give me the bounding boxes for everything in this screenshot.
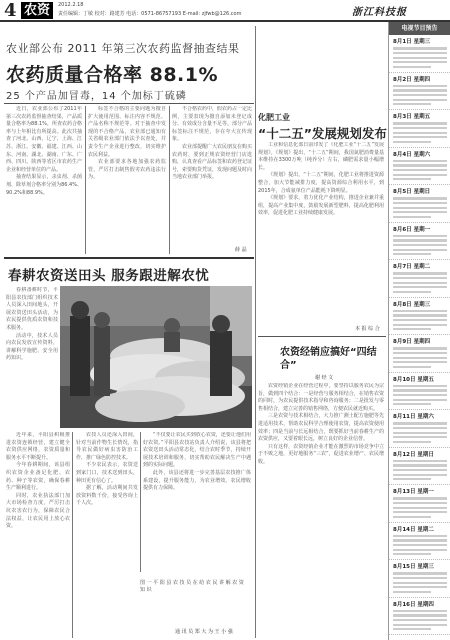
schedule-date: 8月10日 星期五: [393, 376, 434, 383]
article-b-headline: 春耕农资送田头 服务跟进解农忧: [8, 268, 210, 284]
schedule-item: [389, 373, 450, 411]
schedule-date: 8月8日 星期三: [393, 301, 431, 308]
tv-schedule-column: [388, 22, 450, 640]
column-rule: [85, 106, 86, 254]
schedule-date: 8月3日 星期五: [393, 114, 431, 120]
schedule-text-line: [393, 357, 447, 359]
sidebar-byline: 本 报 综 合: [355, 326, 380, 332]
schedule-item: [389, 485, 450, 523]
column-rule: [140, 432, 141, 572]
schedule-text-line: [393, 328, 431, 330]
schedule-text-line: [393, 52, 447, 54]
newspaper-masthead: 浙江科技报: [352, 7, 407, 18]
photo-farmers-with-fertilizer-bags: [60, 286, 252, 428]
schedule-text-line: [393, 85, 447, 87]
schedule-text-line: [393, 282, 447, 284]
schedule-text-line: [393, 460, 447, 462]
schedule-text-line: [393, 544, 447, 546]
divider: [4, 103, 254, 104]
schedule-date: 8月5日 星期日: [393, 189, 431, 195]
article-subheadline: 25 个产品加冒毒，14 个加标丁硫磷: [6, 91, 187, 102]
article-byline: 薛 晶: [235, 247, 247, 253]
schedule-text-line: [393, 582, 447, 584]
schedule-text-line: [393, 127, 447, 129]
editor-info: 责任编辑：丁敏 校对：路建芳 电话：0571-86757193 E-mail: zjfwb@126.com: [58, 11, 242, 17]
schedule-text-line: [393, 628, 431, 630]
schedule-text-line: [393, 389, 447, 391]
section-label: 农资: [21, 2, 53, 19]
article-body-col2: 标签不合格的主要问题为擅自扩大使用范围、标注内容不规范、产品名称不规范等。对于抽查中发现的不合格产品，农业部已通知有关省级农业部门依法予以查处，并责令生产企业进行整改，切实维护农民利益。 农业部要求各地加强农药监管，严厉打击制售假劣农药违法行为。: [88, 106, 166, 181]
schedule-text-line: [393, 549, 447, 551]
schedule-text-line: [393, 314, 447, 316]
schedule-text-line: [393, 436, 447, 438]
schedule-text-line: [393, 478, 431, 480]
schedule-text-line: [393, 197, 447, 199]
schedule-date: 8月16日 星期四: [393, 601, 434, 608]
schedule-text-line: [393, 211, 447, 213]
schedule-text-line: [393, 164, 447, 166]
schedule-date: 8月7日 星期二: [393, 264, 431, 270]
schedule-text-line: [393, 474, 447, 476]
schedule-text-line: [393, 244, 447, 246]
news-photo: [60, 286, 252, 428]
schedule-text-line: [393, 174, 447, 176]
schedule-text-line: [393, 89, 447, 91]
page-header: [0, 0, 450, 22]
divider: [258, 336, 386, 337]
schedule-item: [389, 148, 450, 186]
schedule-item: [389, 223, 450, 261]
schedule-text-line: [393, 432, 447, 434]
schedule-text-line: [393, 610, 447, 612]
schedule-text-line: [393, 535, 447, 537]
schedule-text-line: [393, 572, 447, 574]
schedule-text-line: [393, 277, 447, 279]
schedule-text-line: [393, 310, 447, 312]
schedule-text-line: [393, 47, 447, 49]
schedule-text-line: [393, 324, 447, 326]
article-body-col1: 近日，农业部公布了2011年第三次农药监督抽查结果，产品质量合格率为88.1%，所查农药合格率与上年相比有所提高。此次共抽查了河北、山西、辽宁、上海、江苏、浙江、安徽、福建、江西、山东、河南、湖北、湖南、广东、广西、四川、陕西等省区市农药生产企业和经营单位的产品。 抽查结果显示，杀虫剂、杀菌剂、除草剂合格率分别为86.4%、90.2%和88.9%。: [6, 106, 82, 196]
photo-caption: 图 一 平 阳 县 农 技 员 在 给 农 民 讲 解 农 资 知 识: [140, 580, 244, 593]
schedule-text-line: [393, 586, 447, 588]
schedule-text-line: [393, 99, 447, 101]
schedule-text-line: [393, 286, 447, 288]
schedule-date: 8月2日 星期四: [393, 76, 431, 83]
schedule-text-line: [393, 507, 447, 509]
schedule-text-line: [393, 366, 431, 368]
schedule-text-line: [393, 272, 447, 274]
schedule-text-line: [393, 169, 447, 171]
schedule-text-line: [393, 178, 431, 180]
schedule-text-line: [393, 122, 447, 124]
schedule-date: 8月1日 星期三: [393, 39, 431, 45]
schedule-text-line: [393, 497, 447, 499]
schedule-item: [389, 410, 450, 448]
schedule-item: [389, 598, 450, 636]
schedule-text-line: [393, 361, 447, 363]
schedule-text-line: [393, 202, 447, 204]
schedule-text-line: [393, 619, 447, 621]
schedule-date: 8月6日 星期一: [393, 226, 431, 233]
schedule-text-line: [393, 103, 431, 105]
schedule-date: 8月13日 星期一: [393, 489, 434, 495]
schedule-text-line: [393, 249, 447, 251]
schedule-item: [389, 35, 450, 73]
schedule-item: [389, 185, 450, 223]
article-b-body-col3: 农技人员还深入田间，针对当前作物生长情况，指导农民做好病虫害防治工作，推广绿色防控技术。 不少农民表示，农资送到家门口，技术送到田头，种田更有信心了。 据了解，活动期间共发放资料数千份，接受咨询上千人次。: [76, 432, 138, 507]
section-rule: [255, 26, 256, 638]
schedule-text-line: [393, 66, 431, 68]
schedule-text-line: [393, 591, 431, 593]
schedule-date: 8月4日 星期六: [393, 151, 431, 158]
article-b-body-col1: 春耕备耕时节，平阳县农技部门组织技术人员深入田间地头，开展农资送田头活动，为农民提供优质农资和技术服务。 活动中，技术人员向农民发放宣传资料，讲解科学施肥、安全用药知识。: [6, 287, 58, 362]
schedule-text-line: [393, 441, 431, 443]
sidebar2-byline: 谢 经 文: [315, 375, 334, 381]
schedule-item: [389, 298, 450, 336]
article-b-body-col2: 近年来，平阳县积极推进农资连锁经营，建立健全农资供应网络，农资质量和服务水平不断提升。 今年春耕期间，该县组织农资企业备足化肥、农药、种子等农资，确保春耕生产顺利进行。 同时，农业执法部门加大市场检查力度，严厉打击坑农害农行为，保障农民合法权益，让农民用上放心农资。: [6, 432, 70, 530]
schedule-text-line: [393, 132, 447, 134]
tv-schedule-heading: 电视节目预告: [389, 22, 450, 35]
schedule-date: 8月12日 星期日: [393, 451, 434, 458]
schedule-text-line: [393, 291, 431, 293]
schedule-text-line: [393, 614, 447, 616]
sidebar2-headline: 农资经销应搞好“四结合”: [280, 347, 377, 371]
schedule-text-line: [393, 624, 447, 626]
schedule-date: 8月14日 星期二: [393, 526, 434, 533]
schedule-text-line: [393, 141, 431, 143]
article-kicker: 农业部公布 2011 年第三次农药监督抽查结果: [6, 42, 240, 55]
schedule-text-line: [393, 352, 447, 354]
schedule-text-line: [393, 399, 447, 401]
sidebar2-body: 农资经销企业在经营过程中，要坚持以服务农民为宗旨，做到四个结合：一是经营与服务相结合，在销售农资的同时，为农民提供技术指导和咨询服务；二是批发与零售相结合，建立完善的销售网络，方便农民就近购买。 三是农资与技术相结合，大力推广测土配方施肥等先进适用技术，帮助农民科学合理使用农资，提高农资使用效率；四是当前与长远相结合，既要抓好当前春耕生产的农资供应，又要着眼长远，树立良好的企业信誉。 只有这样，农资经销企业才能在激烈的市场竞争中立于不败之地，更好地服务“三农”，促进农业增产、农民增收。: [258, 383, 384, 465]
schedule-text-line: [393, 61, 447, 63]
sidebar-headline: “十二五”发展规划发布: [258, 126, 387, 141]
issue-date: 2012.2.18: [58, 2, 84, 8]
schedule-text-line: [393, 57, 447, 59]
schedule-item: [389, 335, 450, 373]
schedule-text-line: [393, 319, 447, 321]
schedule-text-line: [393, 403, 431, 405]
column-rule: [169, 106, 170, 254]
schedule-text-line: [393, 347, 447, 349]
sidebar-kicker: 化肥工业: [258, 113, 290, 122]
schedule-text-line: [393, 253, 431, 255]
schedule-item: [389, 523, 450, 561]
schedule-text-line: [393, 577, 447, 579]
schedule-text-line: [393, 553, 431, 555]
schedule-item: [389, 73, 450, 111]
schedule-date: 8月9日 星期四: [393, 339, 431, 345]
schedule-item: [389, 110, 450, 148]
column-rule: [72, 432, 73, 638]
article-b-body-col4: “不仅要让农民买到放心农资，还要让他们用好农资。”平阳县农技站负责人介绍说，该县将把农资送田头活动常态化，结合农时季节，持续开展技术培训和服务，切实帮助农民解决生产中遇到的实际问题。 此外，该县还将进一步完善基层农技推广体系建设，提升服务能力，为农业增效、农民增收提供有力保障。: [143, 432, 251, 492]
article-b-byline: 通 讯 员 郑 大 为 王 小 强: [175, 629, 233, 635]
schedule-text-line: [393, 422, 447, 424]
schedule-text-line: [393, 235, 447, 237]
article-headline: 农药质量合格率 88.1%: [6, 64, 219, 86]
schedule-date: 8月15日 星期三: [393, 564, 434, 570]
sidebar-body: 工业和信息化部日前印发了《化肥工业“十二五”发展规划》。《规划》提出，“十二五”期间，我国氮肥消费量基本维持在3300万吨（纯养分）左右，磷肥需求量小幅增长。 《规划》提出，“十二五”期间，化肥工业将推进资源整合，加大节能减排力度，提高资源综合利用水平，到2015年，合成氨单位产品能耗下降明显。 《规划》要求，着力优化产业结构，推进企业兼并重组，提高产业集中度，鼓励发展新型肥料，提高化肥利用效率，促进化肥工业持续健康发展。: [258, 142, 384, 217]
page-number: 4: [4, 0, 17, 21]
divider: [4, 257, 254, 259]
schedule-text-line: [393, 464, 447, 466]
schedule-text-line: [393, 427, 447, 429]
schedule-item: [389, 560, 450, 598]
schedule-text-line: [393, 136, 447, 138]
schedule-text-line: [393, 160, 447, 162]
schedule-text-line: [393, 394, 447, 396]
schedule-text-line: [393, 239, 447, 241]
tv-schedule-list: [389, 35, 450, 635]
schedule-item: [389, 260, 450, 298]
schedule-text-line: [393, 502, 447, 504]
schedule-text-line: [393, 469, 447, 471]
schedule-text-line: [393, 516, 431, 518]
schedule-text-line: [393, 94, 447, 96]
schedule-item: [389, 448, 450, 486]
schedule-text-line: [393, 511, 447, 513]
schedule-date: 8月11日 星期六: [393, 414, 434, 420]
schedule-text-line: [393, 539, 447, 541]
article-body-col3: 不合格农药中，假农药占一定比例，主要表现为擅自添加未登记成分、有效成分含量不足等。部分产品标签标注不规范，存在夸大宣传现象。 农业部提醒广大农民朋友在购买农药时，要到正规农资经营门店选购，认真查看产品标签和农药登记证号，索要购货凭证，发现问题及时向当地农业部门举报。: [172, 106, 252, 181]
schedule-text-line: [393, 385, 447, 387]
schedule-text-line: [393, 207, 447, 209]
schedule-text-line: [393, 216, 431, 218]
